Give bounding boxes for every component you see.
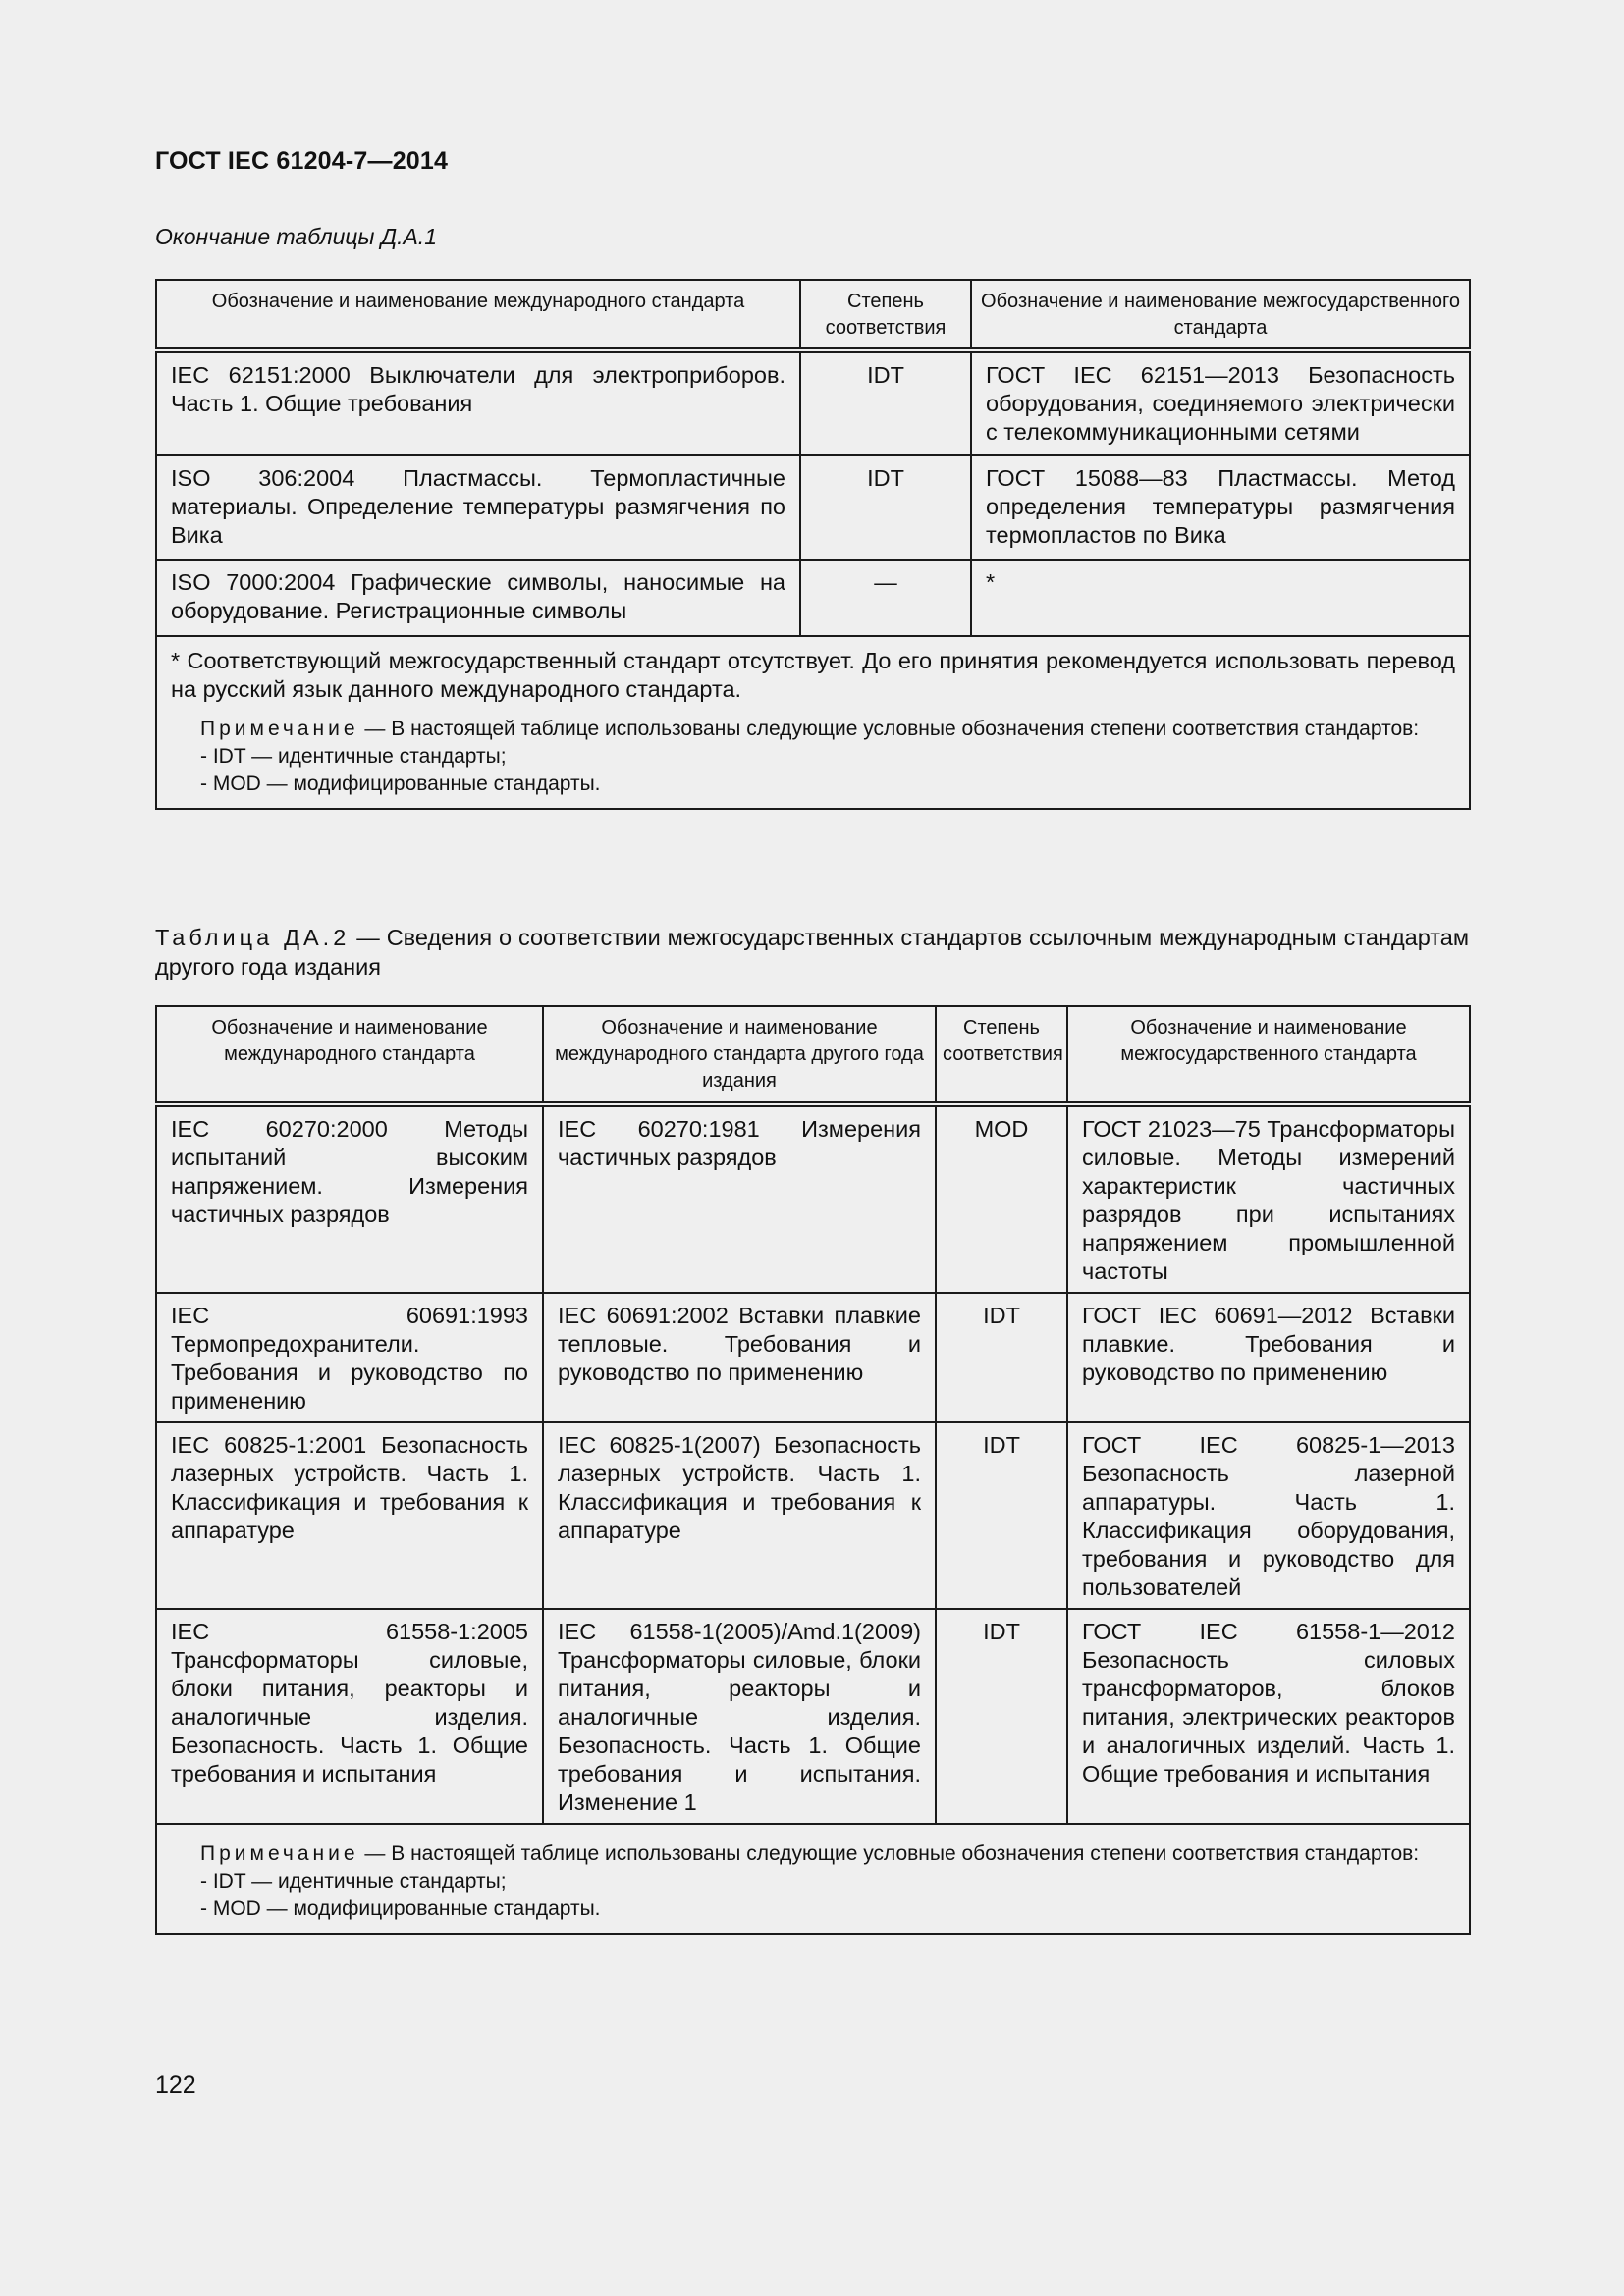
table2-cell-interstate: ГОСТ IEC 61558-1—2012 Безопасность силовых трансформаторов, блоков питания, электрических реакторов и аналогичных изделий. Часть 1. Общие требования и испытания	[1067, 1609, 1470, 1824]
table2-notes-row	[156, 1824, 1470, 1934]
table-row	[156, 350, 1470, 455]
note-item: - MOD — модифицированные стандарты.	[200, 1897, 601, 1920]
note-item: - IDT — идентичные стандарты;	[200, 1870, 507, 1893]
table1-footnote: * Соответствующий межгосударственный стандарт отсутствует. До его принятия рекомендуется использовать перевод на русский язык данного международного стандарта.	[171, 648, 1455, 702]
table2-header	[156, 1006, 1470, 1104]
table2-cell-degree: MOD	[936, 1104, 1067, 1293]
table1-col-degree: Степень соответствия	[800, 280, 971, 350]
table1-cell-intl: ISO 7000:2004 Графические символы, наносимые на оборудование. Регистрационные символы	[156, 560, 800, 636]
table2-cell-intl-other: IEC 60270:1981 Измерения частичных разрядов	[543, 1104, 936, 1293]
page-number: 122	[155, 2071, 196, 2099]
note-item: - IDT — идентичные стандарты;	[200, 745, 507, 768]
table-row	[156, 1609, 1470, 1824]
table1-header	[156, 280, 1470, 350]
table1-cell-degree: IDT	[800, 350, 971, 455]
table1-cell-interstate: *	[971, 560, 1470, 636]
table2-cell-intl: IEC 60691:1993 Термопредохранители. Требования и руководство по применению	[156, 1293, 543, 1422]
note-text: — В настоящей таблице использованы следующие условные обозначения степени соответствия стандартов:	[358, 718, 1420, 740]
note-item: - MOD — модифицированные стандарты.	[200, 773, 601, 795]
table1-cell-intl: IEC 62151:2000 Выключатели для электроприборов. Часть 1. Общие требования	[156, 350, 800, 455]
table2-cell-intl: IEC 60825-1:2001 Безопасность лазерных устройств. Часть 1. Классификация и требования к аппаратуре	[156, 1422, 543, 1609]
note-label: Примечание	[200, 1842, 359, 1865]
table2-cell-degree: IDT	[936, 1293, 1067, 1422]
note-label: Примечание	[200, 718, 359, 740]
table2-cell-intl: IEC 61558-1:2005 Трансформаторы силовые, блоки питания, реакторы и аналогичные изделия. Безопасность. Часть 1. Общие требования и испытания	[156, 1609, 543, 1824]
table1-col-intl: Обозначение и наименование международного стандарта	[156, 280, 800, 350]
table2-cell-intl-other: IEC 60825-1(2007) Безопасность лазерных устройств. Часть 1. Классификация и требования к аппаратуре	[543, 1422, 936, 1609]
table1-cell-intl: ISO 306:2004 Пластмассы. Термопластичные материалы. Определение температуры размягчения по Вика	[156, 455, 800, 560]
table2-cell-degree: IDT	[936, 1422, 1067, 1609]
table2-col-intl-other: Обозначение и наименование международного стандарта другого года издания	[543, 1006, 936, 1104]
table-row	[156, 1293, 1470, 1422]
table-row	[156, 1104, 1470, 1293]
table1-col-interstate: Обозначение и наименование межгосударственного стандарта	[971, 280, 1470, 350]
table1-note	[171, 716, 1455, 798]
table-row	[156, 560, 1470, 636]
table1-cell-degree: —	[800, 560, 971, 636]
table2-cell-interstate: ГОСТ IEC 60825-1—2013 Безопасность лазерной аппаратуры. Часть 1. Классификация оборудования, требования и руководство для пользователей	[1067, 1422, 1470, 1609]
table2	[155, 1005, 1471, 1935]
table2-cell-degree: IDT	[936, 1609, 1067, 1824]
table1-cell-degree: IDT	[800, 455, 971, 560]
table1-cell-interstate: ГОСТ 15088—83 Пластмассы. Метод определения температуры размягчения термопластов по Вика	[971, 455, 1470, 560]
table2-caption-label: Таблица ДА.2	[155, 925, 351, 950]
table2-cell-intl-other: IEC 61558-1(2005)/Amd.1(2009) Трансформаторы силовые, блоки питания, реакторы и аналогичные изделия. Безопасность. Часть 1. Общие требования и испытания. Изменение 1	[543, 1609, 936, 1824]
table2-cell-intl-other: IEC 60691:2002 Вставки плавкие тепловые. Требования и руководство по применению	[543, 1293, 936, 1422]
table2-cell-interstate: ГОСТ 21023—75 Трансформаторы силовые. Методы измерений характеристик частичных разрядов при испытаниях напряжением промышленной частоты	[1067, 1104, 1470, 1293]
table-row	[156, 1422, 1470, 1609]
table2-col-degree: Степень соответствия	[936, 1006, 1067, 1104]
table2-caption-text: — Сведения о соответствии межгосударственных стандартов ссылочным международным стандартам другого года издания	[155, 925, 1470, 980]
document-header: ГОСТ IEC 61204-7—2014	[155, 147, 449, 175]
table2-col-interstate: Обозначение и наименование межгосударственного стандарта	[1067, 1006, 1470, 1104]
table-row	[156, 455, 1470, 560]
table1-notes-row	[156, 636, 1470, 809]
note-text: — В настоящей таблице использованы следующие условные обозначения степени соответствия стандартов:	[358, 1842, 1420, 1865]
table1	[155, 279, 1471, 810]
table1-cell-interstate: ГОСТ IEC 62151—2013 Безопасность оборудования, соединяемого электрически с телекоммуникационными сетями	[971, 350, 1470, 455]
table1-caption: Окончание таблицы Д.А.1	[155, 224, 437, 249]
table2-caption	[155, 923, 1469, 982]
table2-cell-intl: IEC 60270:2000 Методы испытаний высоким напряжением. Измерения частичных разрядов	[156, 1104, 543, 1293]
table2-col-intl: Обозначение и наименование международного стандарта	[156, 1006, 543, 1104]
table2-cell-interstate: ГОСТ IEC 60691—2012 Вставки плавкие. Требования и руководство по применению	[1067, 1293, 1470, 1422]
table2-note	[171, 1841, 1455, 1923]
